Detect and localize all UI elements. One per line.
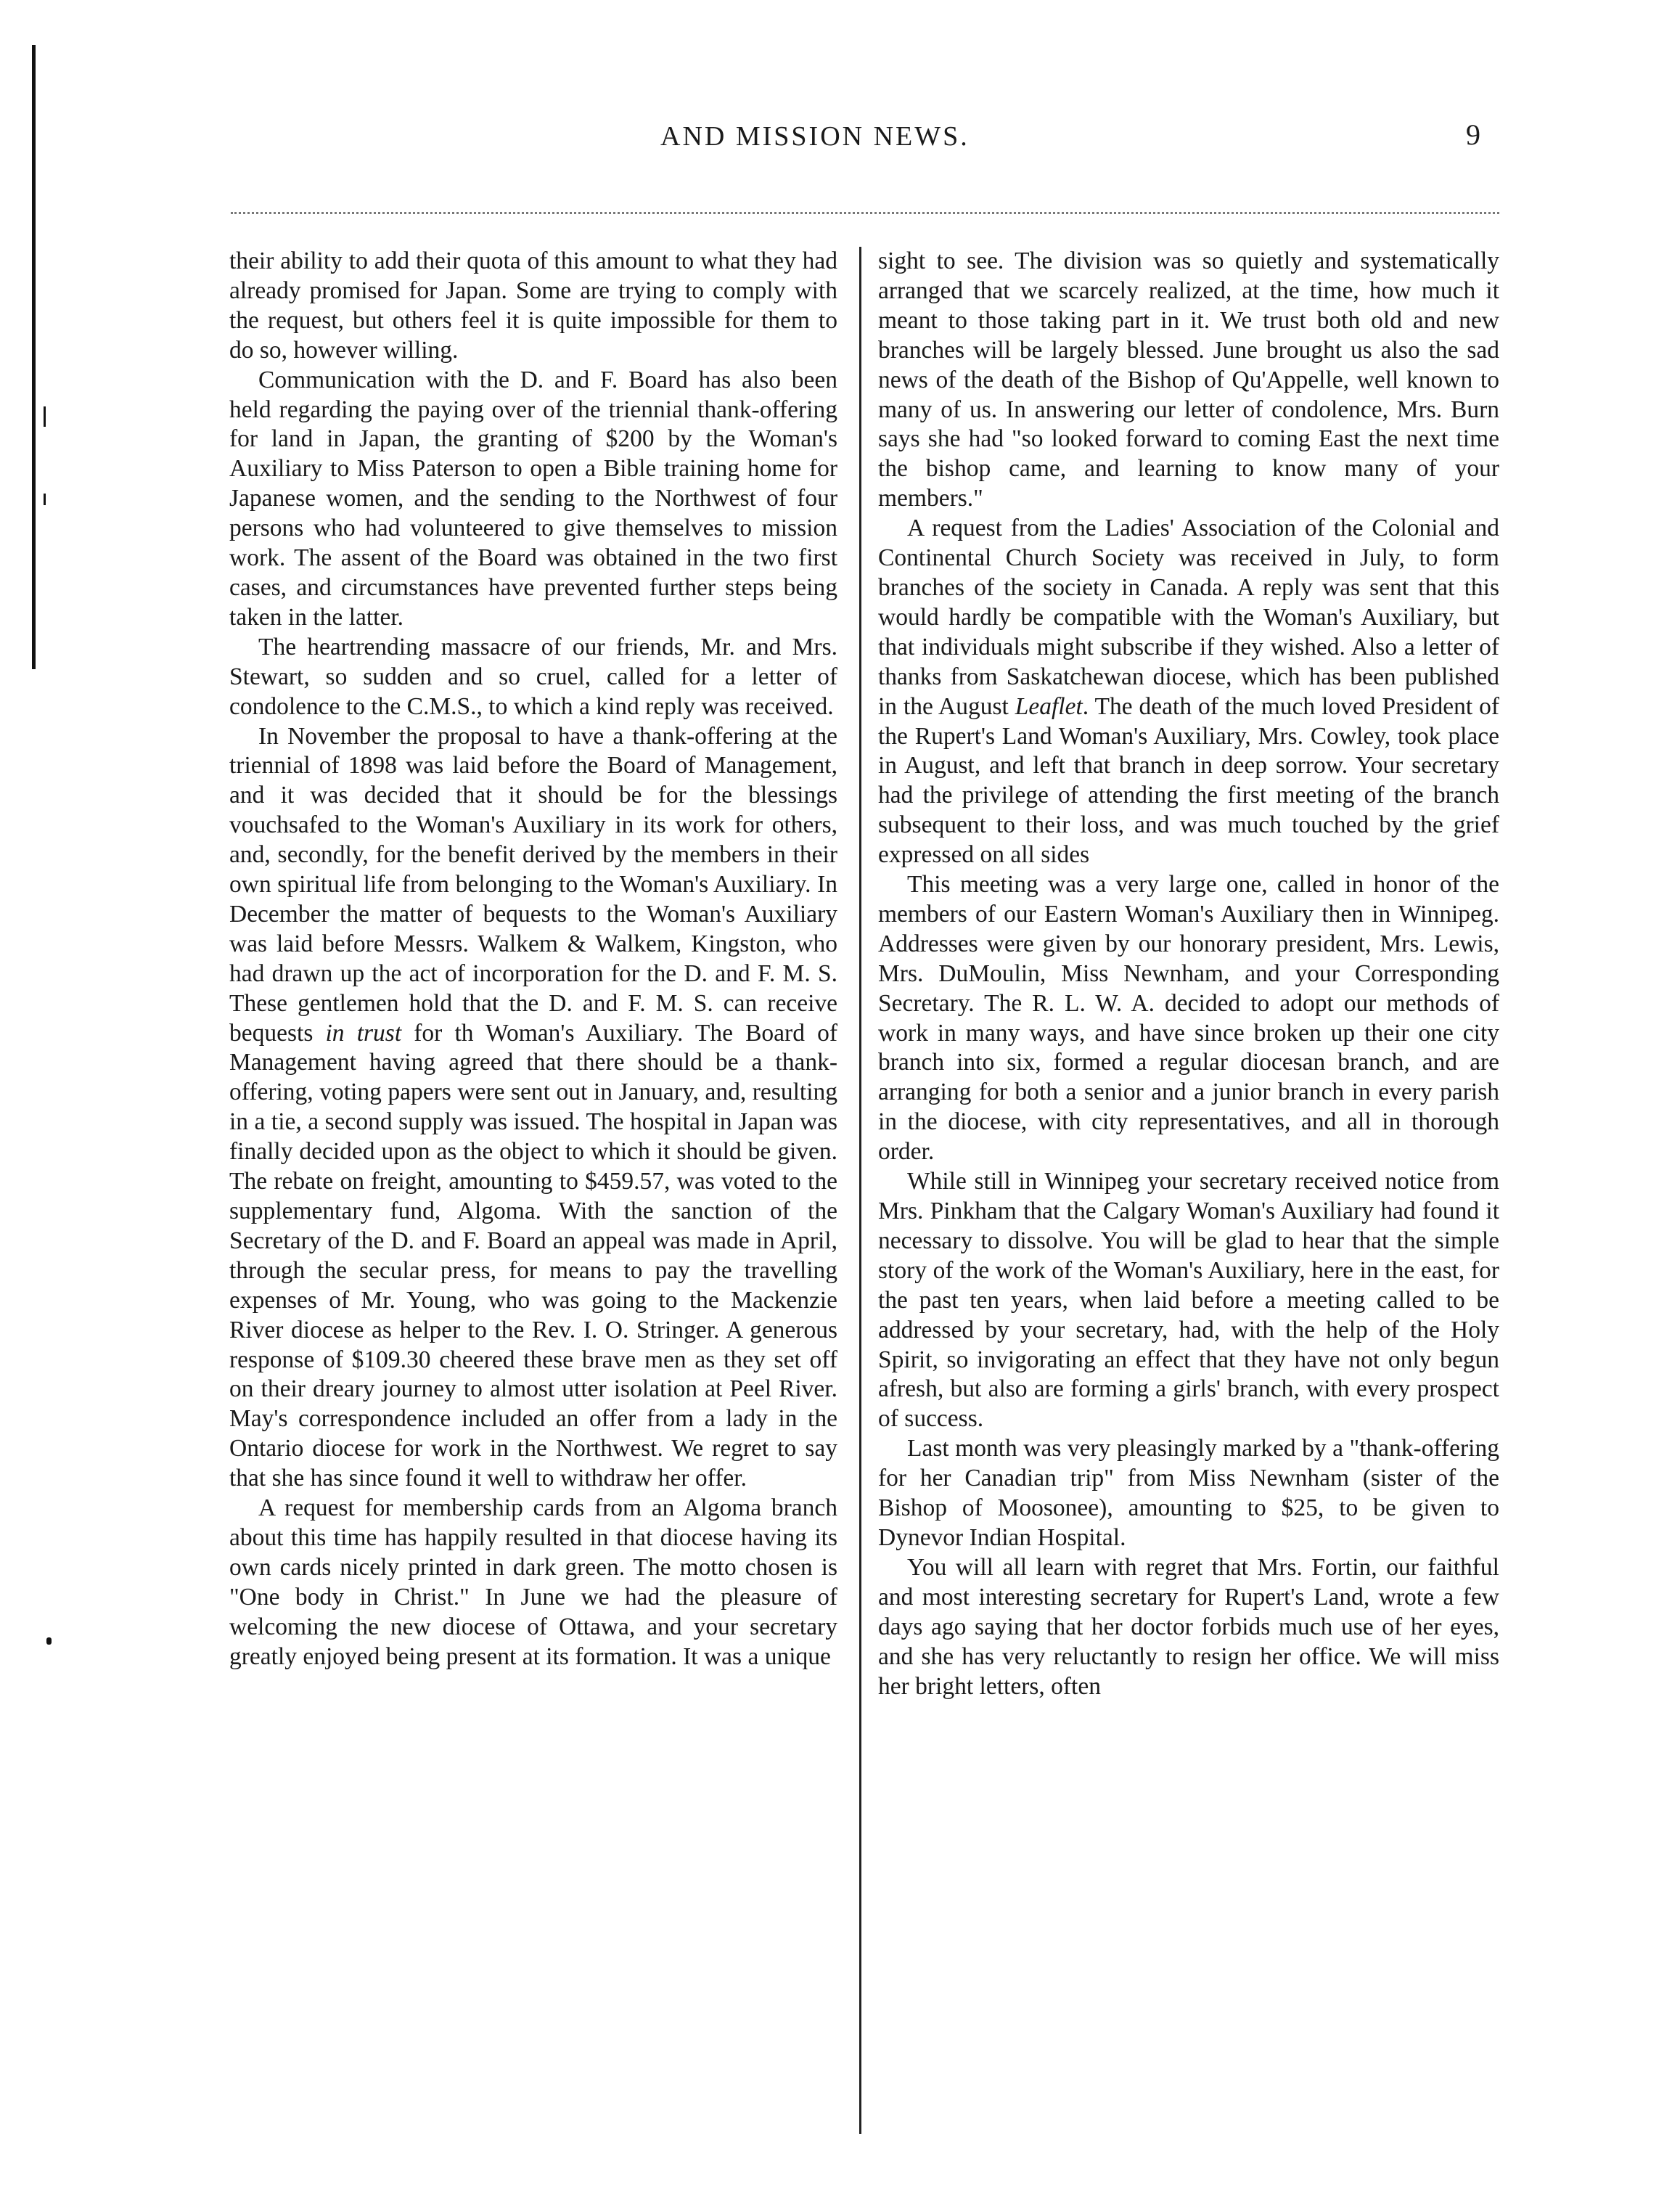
page-number: 9 — [1466, 118, 1480, 151]
running-header-title: AND MISSION NEWS. — [660, 121, 970, 152]
paragraph: Communication with the D. and F. Board has also been held regarding the paying over of the triennial thank-offering for land in Japan, the granting of $200 by the Woman's Auxiliary to Miss Paterson to open a Bible training home for Japanese women, and the sending to the Northwest of four persons who had volunteered to give themselves to mission work. The assent of the Board was obtained in the two first cases, and circumstances have prevented further steps being taken in the latter. — [229, 366, 837, 631]
right-column — [878, 247, 1499, 2134]
column-divider — [859, 247, 861, 2134]
paragraph: Last month was very pleasingly marked by a "thank-offering for her Canadian trip" from Miss Newnham (sister of the Bishop of Moosonee), amounting to $25, to be given to Dynevor Indian Hospital. — [878, 1435, 1499, 1551]
paragraph: This meeting was a very large one, called in honor of the members of our Eastern Woman's Auxiliary then in Winnipeg. Addresses were given by our honorary president, Mrs. Lewis, Mrs. DuMoulin, Miss Newnham, and your Corresponding Secretary. The R. L. W. A. decided to adopt our methods of work in many ways, and have since broken up their one city branch into six, formed a regular diocesan branch, and are arranging for both a senior and a junior branch in every parish in the diocese, with city representatives, and all in thorough order. — [878, 871, 1499, 1166]
paragraph: While still in Winnipeg your secretary received notice from Mrs. Pinkham that the Calgary Woman's Auxiliary had found it necessary to dissolve. You will be glad to hear that the simple story of the work of the Woman's Auxiliary, here in the east, for the past ten years, when laid before a meeting called to be addressed by your secretary, had, with the help of the Holy Spirit, so invigorating an effect that they have not only begun afresh, but also are forming a girls' branch, with every prospect of success. — [878, 1168, 1499, 1433]
paragraph: their ability to add their quota of this amount to what they had already promised for Japan. Some are trying to comply with the request, but others feel it is quite impossible for them to do so, however willing. — [229, 247, 837, 364]
paragraph: sight to see. The division was so quietly and systematically arranged that we scarcely realized, at the time, how much it meant to those taking part in it. We trust both old and new branches will be largely blessed. June brought us also the sad news of the death of the Bishop of Qu'Appelle, well known to many of us. In answering our letter of condolence, Mrs. Burn says she had "so looked forward to coming East the next time the bishop came, and learning to know many of your members." — [878, 247, 1499, 512]
paragraph: In November the proposal to have a thank-offering at the triennial of 1898 was laid before the Board of Management, and it was decided that it should be for the blessings vouchsafed to the Woman's Auxiliary in its work for others, and, secondly, for the benefit derived by the members in their own spiritual life from belonging to the Woman's Auxiliary. In December the matter of bequests to the Woman's Auxiliary was laid before Messrs. Walkem & Walkem, Kingston, who had drawn up the act of incorporation for the D. and F. M. S. These gentlemen hold that the D. and F. M. S. can receive bequests in trust for th Woman's Auxiliary. The Board of Management having agreed that there should be a thank-offering, voting papers were sent out in January, and, resulting in a tie, a second supply was issued. The hospital in Japan was finally decided upon as the object to which it should be given. The rebate on freight, amounting to $459.57, was voted to the supplementary fund, Algoma. With the sanction of the Secretary of the D. and F. Board an appeal was made in April, through the secular press, for means to pay the travelling expenses of Mr. Young, who was going to the Mackenzie River diocese as helper to the Rev. I. O. Stringer. A generous response of $109.30 cheered these brave men as they set off on their dreary journey to almost utter isolation at Peel River. May's correspondence included an offer from a lady in the Ontario diocese for work in the Northwest. We regret to say that she has since found it well to withdraw her offer. — [229, 722, 837, 1492]
scan-margin-tick — [44, 406, 46, 427]
scan-margin-tick — [44, 494, 46, 505]
paragraph: You will all learn with regret that Mrs. Fortin, our faithful and most interesting secretary for Rupert's Land, wrote a few days ago saying that her doctor forbids much use of her eyes, and she has very reluctantly to resign her office. We will miss her bright letters, often — [878, 1553, 1499, 1700]
header-rule — [231, 212, 1499, 214]
paragraph: The heartrending massacre of our friends, Mr. and Mrs. Stewart, so sudden and so cruel, called for a letter of condolence to the C.M.S., to which a kind reply was received. — [229, 633, 837, 720]
left-column — [229, 247, 837, 2134]
paragraph: A request from the Ladies' Association of the Colonial and Continental Church Society was received in July, to form branches of the society in Canada. A reply was sent that this would hardly be compatible with the Woman's Auxiliary, but that individuals might subscribe if they wished. Also a letter of thanks from Saskatchewan diocese, which has been published in the August Leaflet. The death of the much loved President of the Rupert's Land Woman's Auxiliary, Mrs. Cowley, took place in August, and left that branch in deep sorrow. Your secretary had the privilege of attending the first meeting of the branch subsequent to their loss, and was much touched by the grief expressed on all sides — [878, 515, 1499, 869]
scan-margin-line — [32, 45, 36, 669]
paragraph: A request for membership cards from an Algoma branch about this time has happily resulted in that diocese having its own cards nicely printed in dark green. The motto chosen is "One body in Christ." In June we had the pleasure of welcoming the new diocese of Ottawa, and your secretary greatly enjoyed being present at its formation. It was a unique — [229, 1494, 837, 1670]
scan-margin-dot — [46, 1637, 52, 1645]
